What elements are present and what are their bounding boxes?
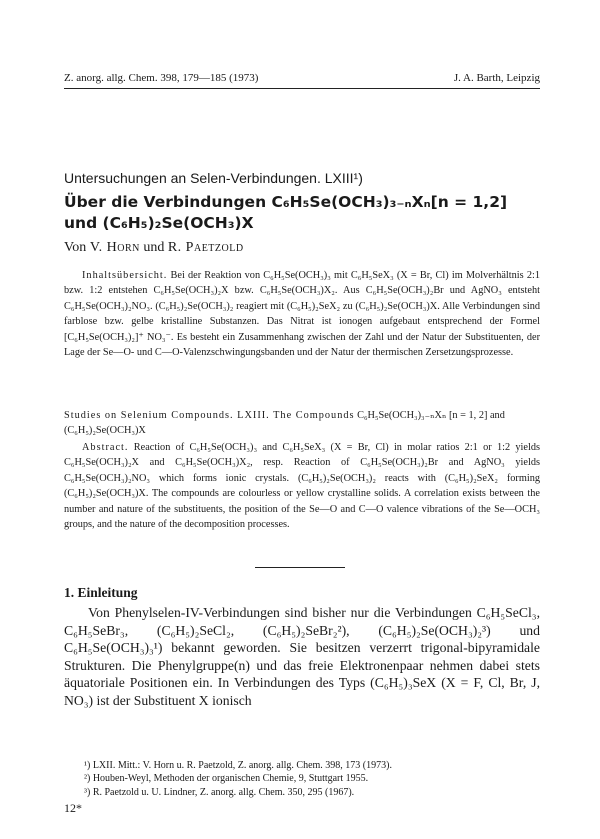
authors-join: und xyxy=(143,240,165,255)
authors-prefix: Von xyxy=(64,240,87,255)
header-rule xyxy=(64,88,540,89)
authors xyxy=(64,240,244,256)
english-title-formula: C₆H₅Se(OCH₃)₃₋ₙXₙ [n = 1, 2] and (C₆H₅)₂Se(OCH₃)X xyxy=(64,410,505,437)
author-2: R. Paetzold xyxy=(167,240,244,255)
running-header xyxy=(64,72,540,84)
footnotes xyxy=(64,759,540,799)
section-body: Von Phenylselen-IV-Verbindungen sind bisher nur die Verbindungen C₆H₅SeCl₃, C₆H₅SeBr₃, (C₆H₅)₂SeCl₂, (C₆H₅)₂SeBr₂²), (C₆H₅)₂Se(OCH₃)₂³) und C₆H₅Se(OCH₃)₃¹) bekannt geworden. Sie besitzen verzerrt trigonal-bipyramidale Strukturen. Die Phenylgruppe(n) und das freie Elektronenpaar nehmen dabei stets äquatoriale Positionen ein. In Verbindungen des Typs (C₆H₅)₃SeX (X = F, Cl, Br, J, NO₃) ist der Substituent X ionisch xyxy=(64,605,540,708)
footnote-3: ³) R. Paetzold u. U. Lindner, Z. anorg. allg. Chem. 350, 295 (1967). xyxy=(84,786,355,798)
footnote-1: ¹) LXII. Mitt.: V. Horn u. R. Paetzold, Z. anorg. allg. Chem. 398, 173 (1973). xyxy=(84,760,392,771)
page-number: 12* xyxy=(64,801,82,815)
footnote-2: ²) Houben-Weyl, Methoden der organischen Chemie, 9, Stuttgart 1955. xyxy=(84,773,369,785)
english-title-label: Studies on Selenium Compounds. LXIII. The Compounds xyxy=(64,410,355,421)
journal-citation: Z. anorg. allg. Chem. 398, 179—185 (1973) xyxy=(64,72,259,84)
abstract-english xyxy=(64,440,540,532)
english-title xyxy=(64,408,540,439)
abstract-english-label: Abstract. xyxy=(82,442,129,453)
abstract-german xyxy=(64,268,540,360)
section-heading: 1. Einleitung xyxy=(64,585,138,600)
abstract-german-text: Bei der Reaktion von C₆H₅Se(OCH₃)₃ mit C₆H₅SeX₃ (X = Br, Cl) im Molverhältnis 2:1 bzw. 1:2 entstehen C₆H₅Se(OCH₃)₂X bzw. C₆H₅Se(OCH₃)X₂. Aus C₆H₅Se(OCH₃)₂Br und AgNO₃ entsteht C₆H₅Se(OCH₃)₂NO₃. (C₆H₅)₂Se(OCH₃)₂ reagiert mit (C₆H₅)₂SeX₂ zu (C₆H₅)₂Se(OCH₃)X. Alle Verbindungen sind farblose bzw. gelbe kristalline Substanzen. Das Nitrat ist ionogen aufgebaut entsprechend der Formel [C₆H₅Se(OCH₃)₂]⁺ NO₃⁻. Es besteht ein Zusammenhang zwischen der Zahl und der Natur der Substituenten, der Lage der Se—O- und C—O-Valenzschwingungsbanden und der Natur der thermischen Zersetzungsprozesse. xyxy=(64,270,540,359)
abstract-english-text: Reaction of C₆H₅Se(OCH₃)₃ and C₆H₅SeX₃ (X = Br, Cl) in molar ratios 2:1 or 1:2 yields C₆H₅Se(OCH₃)₂X and C₆H₅Se(OCH₃)X₂, resp. Reaction of C₆H₅Se(OCH₃)₂Br and AgNO₃ yields C₆H₅Se(OCH₃)₂NO₃ which forms ionic crystals. (C₆H₅)₂Se(OCH₃)₂ reacts with (C₆H₅)₂SeX₂ forming (C₆H₅)₂Se(OCH₃)X. The compounds are colourless or yellow crystalline solids. A correlation exists between the number and nature of the substituents, the position of the Se—O and C—O valence vibrations of the Se—OCH₃ groups, and the nature of the decomposition processes. xyxy=(64,442,540,531)
series-title: Untersuchungen an Selen-Verbindungen. LXIII¹) xyxy=(64,170,363,186)
article-title: Über die Verbindungen C₆H₅Se(OCH₃)₃₋ₙXₙ[n = 1,2] und (C₆H₅)₂Se(OCH₃)X xyxy=(64,193,508,232)
author-1: V. Horn xyxy=(89,240,140,255)
publisher: J. A. Barth, Leipzig xyxy=(453,72,540,84)
abstract-german-label: Inhaltsübersicht. xyxy=(82,270,168,281)
section-divider xyxy=(255,567,345,568)
